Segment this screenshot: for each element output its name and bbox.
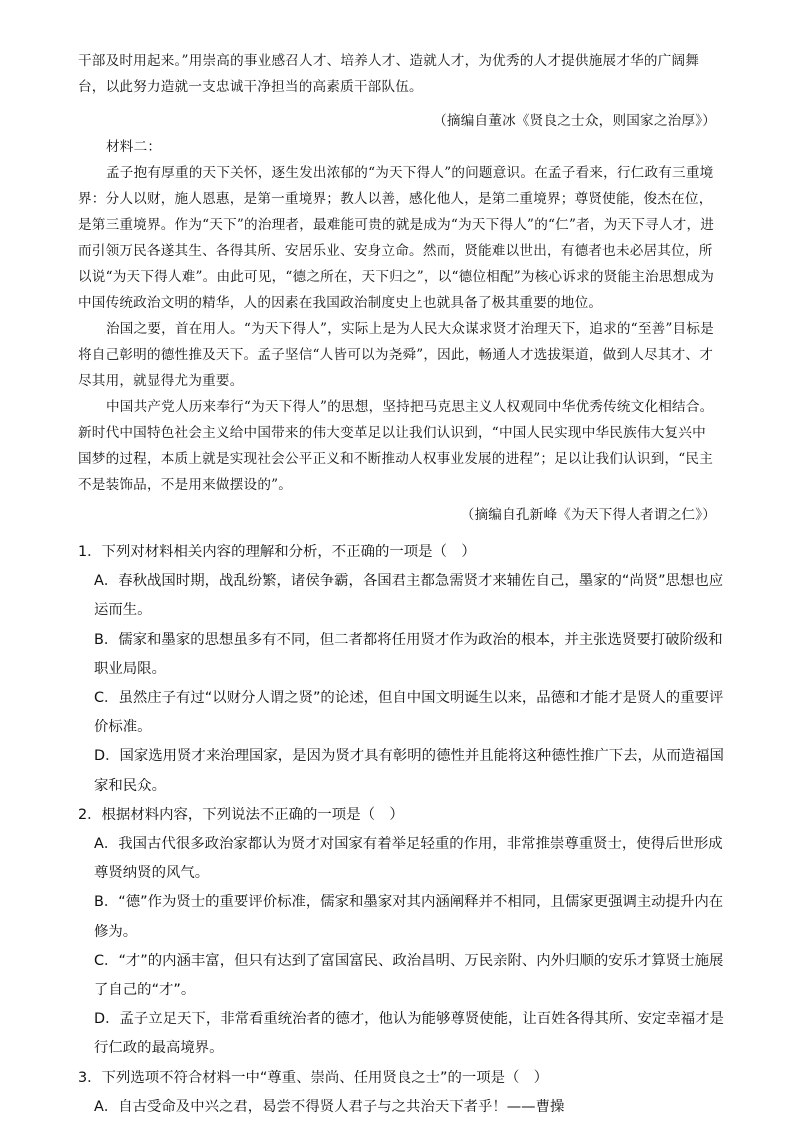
material-line: 干部及时用起来。”用崇高的事业感召人才、培养人才、造就人才，为优秀的人才提供施展才华的广阔舞 (78, 53, 700, 69)
material-two (78, 134, 718, 528)
material-line: 台，以此努力造就一支忠诚干净担当的高素质干部队伍。 (78, 79, 423, 95)
material-two-paragraph: 中国共产党人历来奉行“为天下得人”的思想，坚持把马克思主义人权观同中华优秀传统文化相结合。新时代中国特色社会主义给中国带来的伟大变革足以让我们认识到，“中国人民实现中华民族伟大复兴中国梦的过程，本质上就是实现社会公平正义和不断推动人权事业发展的进程”；足以让我们认识到，“民主不是装饰品，不是用来做摆设的”。 (78, 399, 714, 493)
material-two-source: （摘编自孔新峰《为天下得人者谓之仁》） (460, 507, 716, 523)
option-a[interactable]: A．自古受命及中兴之君，曷尝不得贤人君子与之共治天下者乎！——曹操 (94, 1098, 565, 1115)
option-d[interactable]: D．孟子立足天下，非常看重统治者的德才，他认为能够尊贤使能，让百姓各得其所、安定幸福才是行仁政的最高境界。 (94, 1011, 724, 1057)
question-2 (78, 801, 730, 1064)
material-one-tail (78, 48, 718, 134)
question-stem: 1．下列对材料相关内容的理解和分析，不正确的一项是（ ） (78, 544, 476, 560)
option-c[interactable]: C．虽然庄子有过“以财分人谓之贤”的论述，但自中国文明诞生以来，品德和才能才是贤人的重要评价标准。 (94, 690, 724, 736)
question-1 (78, 538, 730, 801)
material-two-paragraph: 治国之要，首在用人。“为天下得人”，实际上是为人民大众谋求贤才治理天下，追求的“至善”目标是将自己彰明的德性推及天下。孟子坚信“人皆可以为尧舜”，因此，畅通人才选拔渠道，做到人尽其才、才尽其用，就显得尤为重要。 (78, 321, 714, 389)
question-3 (78, 1064, 730, 1122)
option-b[interactable]: B．“德”作为贤士的重要评价标准，儒家和墨家对其内涵阐释并不相同，且儒家更强调主动提升内在修为。 (94, 894, 724, 940)
option-b[interactable]: B．儒家和墨家的思想虽多有不同，但二者都将任用贤才作为政治的根本，并主张选贤要打破阶级和职业局限。 (94, 631, 723, 677)
question-list (78, 538, 730, 1122)
question-stem: 2．根据材料内容，下列说法不正确的一项是（ ） (78, 806, 404, 823)
material-two-paragraph: 孟子抱有厚重的天下关怀，逐生发出浓郁的“为天下得人”的问题意识。在孟子看来，行仁政有三重境界：分人以财，施人恩惠，是第一重境界；教人以善，感化他人，是第二重境界；尊贤使能，俊杰在位，是第三重境界。作为“天下”的治理者，最难能可贵的就是成为“为天下得人”的“仁”者，为天下寻人才，进而引领万民各遂其生、各得其所、安居乐业、安身立命。然而，贤能难以世出，有德者也未必居其位，所以说“为天下得人难”。由此可见，“德之所在，天下归之”，以“德位相配”为核心诉求的贤能主治思想成为中国传统政治文明的精华，人的因素在我国政治制度史上也就具备了极其重要的地位。 (78, 165, 715, 311)
option-a[interactable]: A．我国古代很多政治家都认为贤才对国家有着举足轻重的作用，非常推崇尊重贤士，使得后世形成尊贤纳贤的风气。 (94, 836, 723, 882)
option-a[interactable]: A．春秋战国时期，战乱纷繁，诸侯争霸，各国君主都急需贤才来辅佐自己，墨家的“尚贤”思想也应运而生。 (94, 573, 724, 619)
material-one-source: （摘编自董冰《贤良之士众，则国家之治厚》） (433, 113, 716, 129)
option-c[interactable]: C．“才”的内涵丰富，但只有达到了富国富民、政治昌明、万民亲附、内外归顺的安乐才算贤士施展了自己的“才”。 (94, 952, 724, 999)
question-stem: 3．下列选项不符合材料一中“尊重、崇尚、任用贤良之士”的一项是（ ） (78, 1069, 549, 1086)
material-two-heading: 材料二： (106, 139, 162, 155)
option-d[interactable]: D．国家选用贤才来治理国家，是因为贤才具有彰明的德性并且能将这种德性推广下去，从而造福国家和民众。 (94, 748, 724, 794)
